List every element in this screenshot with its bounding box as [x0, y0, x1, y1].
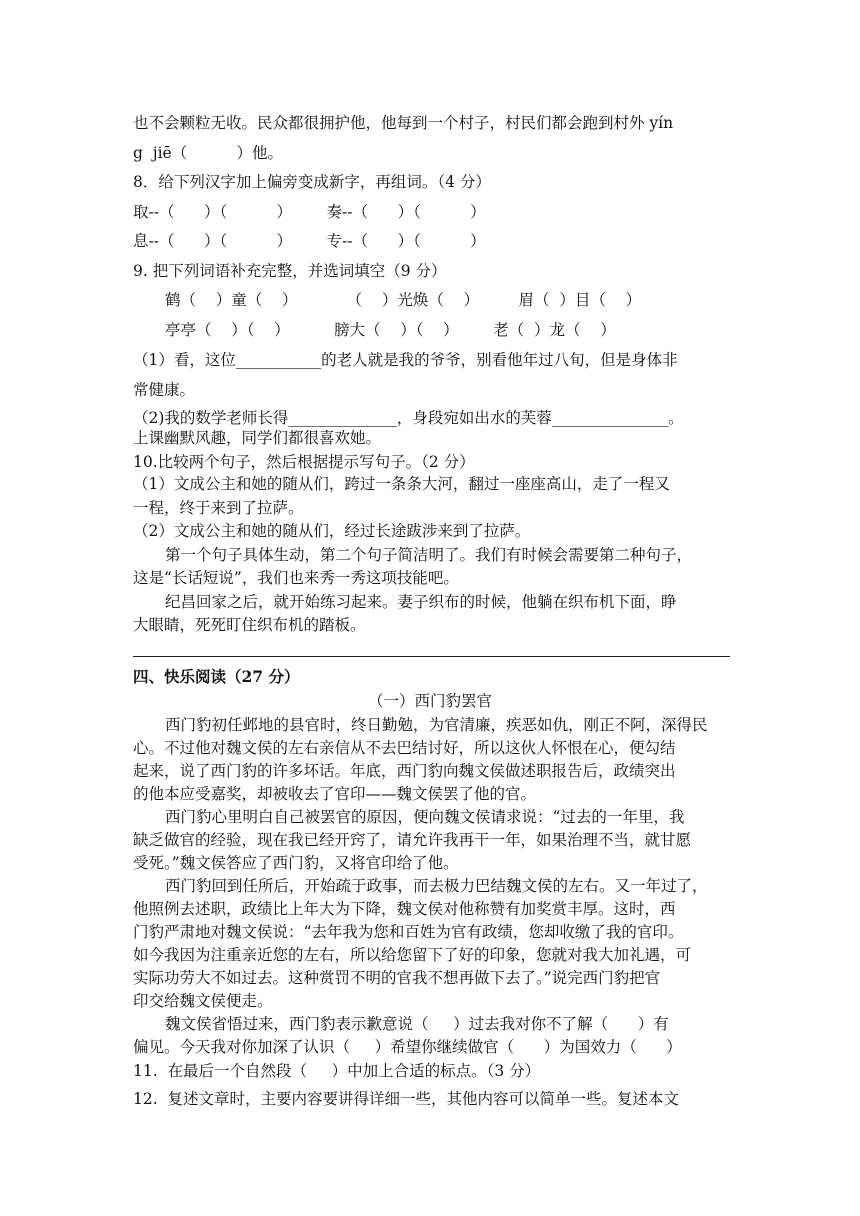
question-8-stem: 8．给下列汉字加上偏旁变成新字，再组词。（4 分） — [133, 173, 491, 191]
article-line: 心。不过他对魏文侯的左右亲信从不去巴结讨好，所以这伙人怀恨在心，便勾结 — [133, 739, 676, 757]
question-8-row: 取--（ ）（ ） 奏--（ ）（ ） — [133, 203, 486, 221]
article-line: 缺乏做官的经验，现在我已经开窍了，请允许我再干一年，如果治理不当，就甘愿 — [133, 831, 692, 849]
article-line: 实际功劳大不如过去。这种赏罚不明的官我不想再做下去了。”说完西门豹把官 — [133, 969, 661, 987]
article-line: 西门豹心里明白自己被罢官的原因，便向魏文侯请求说：“过去的一年里，我 — [165, 808, 685, 826]
question-9-sentence: 上课幽默风趣，同学们都很喜欢她。 — [133, 429, 382, 447]
article-line: 受死。”魏文侯答应了西门豹，又将官印给了他。 — [133, 854, 459, 872]
article-line: 门豹严肃地对魏文侯说：“去年我为您和百姓为官有政绩，您却收缴了我的官印。 — [133, 923, 684, 941]
question-9-sentence: 常健康。 — [133, 381, 196, 399]
article-line: 偏见。今天我对你加深了认识（ ）希望你继续做官（ ）为国效力（ ） — [133, 1038, 682, 1056]
section-heading: 四、快乐阅读（27 分） — [133, 667, 300, 686]
article-line: 西门豹回到任所后，开始疏于政事，而去极力巴结魏文侯的左右。又一年过了， — [165, 877, 708, 895]
question-10-stem: 10.比较两个句子，然后根据提示写句子。（2 分） — [133, 453, 475, 471]
question-10-sentence: （1）文成公主和她的随从们，跨过一条条大河，翻过一座座高山，走了一程又 — [133, 475, 670, 493]
question-10-paragraph: 大眼睛，死死盯住织布机的踏板。 — [133, 616, 366, 634]
article-line: 西门豹初任邺地的县官时，终日勤勉，为官清廉，疾恶如仇，刚正不阿，深得民 — [165, 716, 708, 734]
text-line: 也不会颗粒无收。民众都很拥护他，他每到一个村子，村民们都会跑到村外 yín — [133, 114, 674, 132]
question-9-sentence: （1）看，这位___________的老人就是我的爷爷，别看他年过八旬，但是身体非 — [133, 351, 678, 369]
question-10-sentence: 一程，终于来到了拉萨。 — [133, 499, 304, 517]
article-line: 印交给魏文侯便走。 — [133, 992, 273, 1010]
article-line: 如今我因为注重亲近您的左右，所以给您留下了好的印象，您就对我大加礼遇，可 — [133, 946, 692, 964]
question-8-row: 息--（ ）（ ） 专--（ ）（ ） — [133, 232, 486, 250]
question-9-row: 鹤（ ）童（ ） （ ）光焕（ ） 眉（ ）目（ ） — [165, 291, 642, 309]
question-10-paragraph: 第一个句子具体生动，第二个句子简洁明了。我们有时候会需要第二种句子， — [165, 546, 693, 564]
article-line: 魏文侯省悟过来，西门豹表示歉意说（ ）过去我对你不了解（ ）有 — [165, 1015, 669, 1033]
question-12: 12. 复述文章时，主要内容要讲得详细一些，其他内容可以简单一些。复述本文 — [133, 1090, 680, 1108]
question-10-paragraph: 这是“长话短说”，我们也来秀一秀这项技能吧。 — [133, 569, 459, 587]
question-10-sentence: （2）文成公主和她的随从们，经过长途跋涉来到了拉萨。 — [133, 522, 531, 540]
question-11: 11. 在最后一个自然段（ ）中加上合适的标点。（3 分） — [133, 1062, 541, 1080]
article-line: 他照例去述职，政绩比上年大为下降，魏文侯对他称赞有加奖赏丰厚。这时，西 — [133, 900, 676, 918]
question-9-row: 亭亭（ ）（ ） 膀大（ ）（ ） 老（ ）龙（ ） — [165, 321, 616, 339]
article-line: 起来，说了西门豹的许多坏话。年底，西门豹向魏文侯做述职报告后，政绩突出 — [133, 762, 676, 780]
text-line: g jiē（ ）他。 — [133, 144, 283, 162]
question-10-paragraph: 纪昌回家之后，就开始练习起来。妻子织布的时候，他躺在织布机下面，睁 — [165, 593, 677, 611]
article-title: （一）西门豹罢官 — [367, 692, 492, 710]
question-9-stem: 9. 把下列词语补充完整，并选词填空（9 分） — [133, 262, 447, 280]
question-9-sentence: （2)我的数学老师长得______________，身段宛如出水的芙蓉_______________。 — [133, 409, 684, 427]
article-line: 的他本应受嘉奖，却被收去了官印——魏文侯罢了他的官。 — [133, 785, 537, 803]
section-divider — [133, 656, 730, 657]
